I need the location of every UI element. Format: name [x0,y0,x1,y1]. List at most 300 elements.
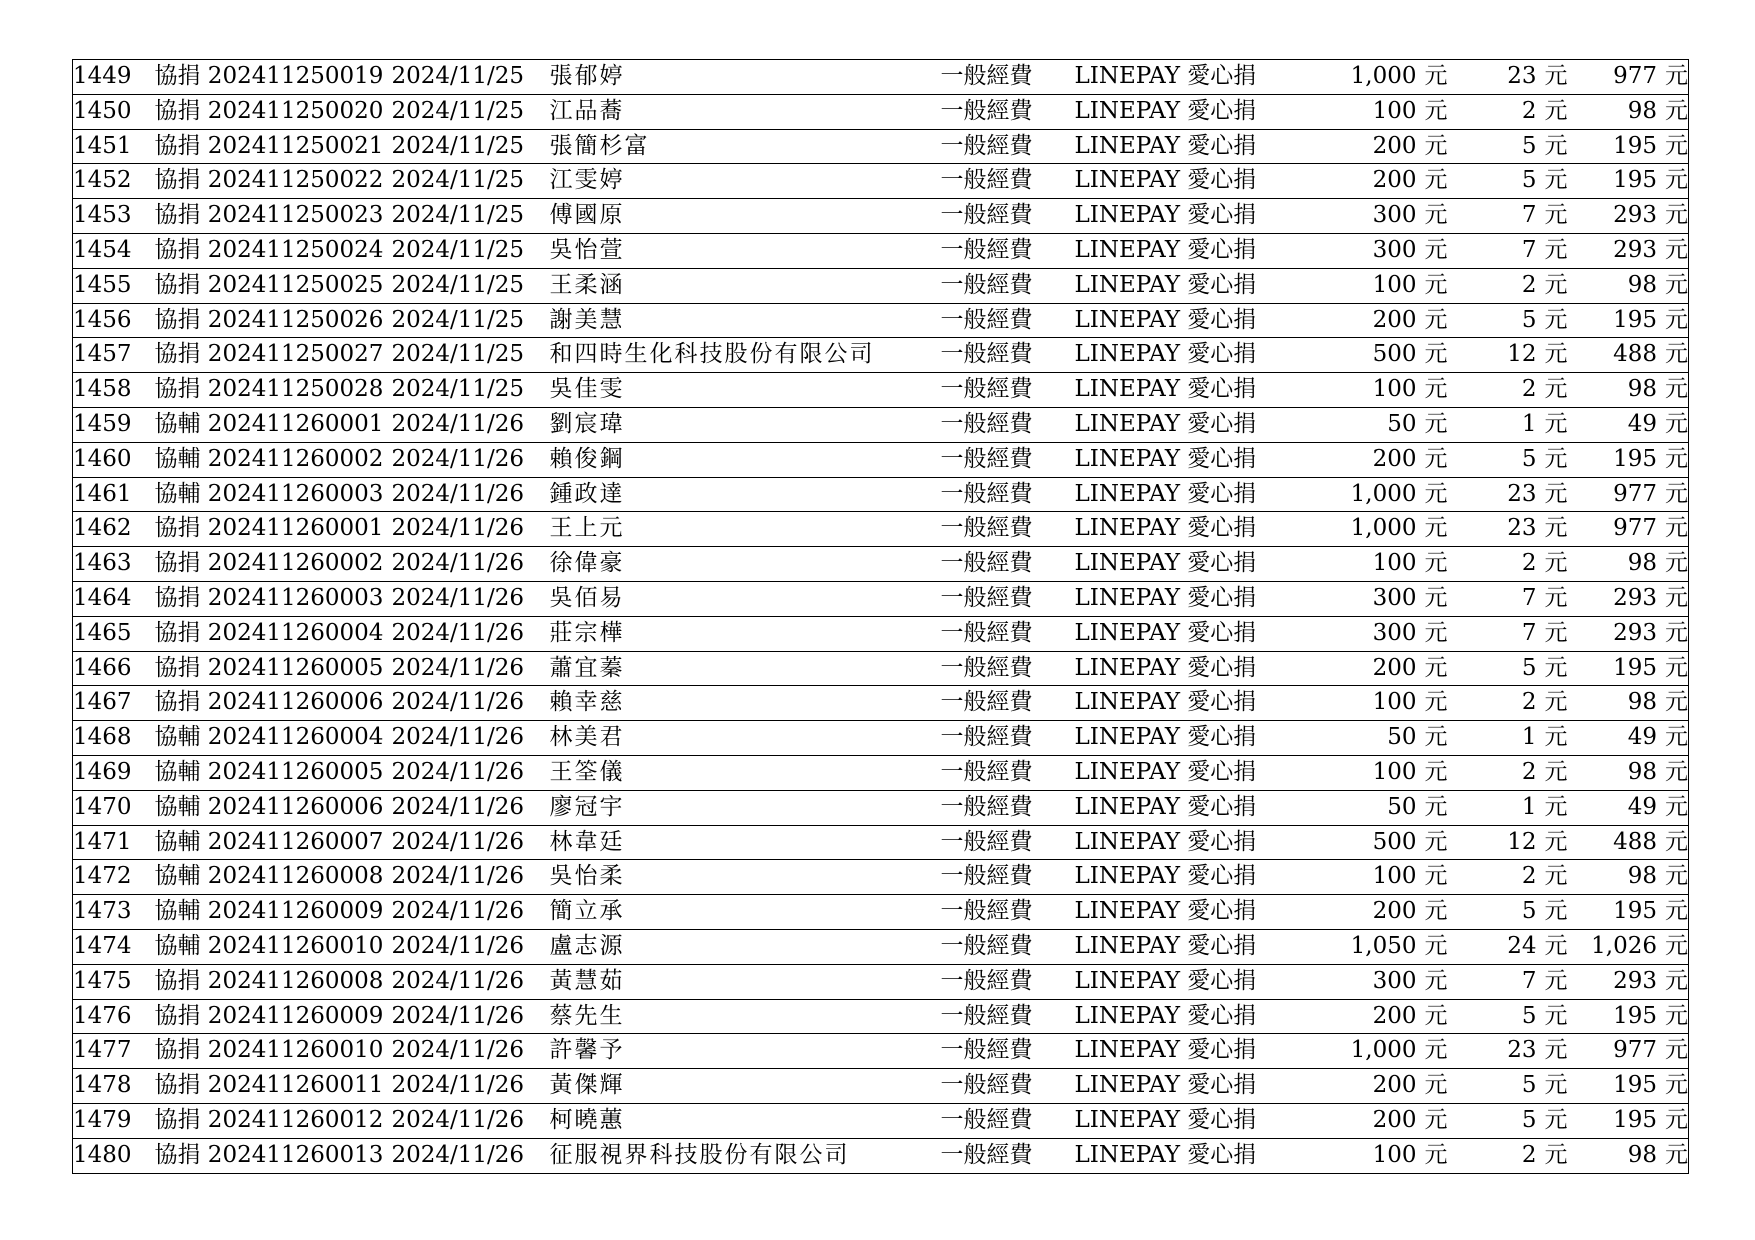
table-row [73,199,1689,234]
currency-unit: 元 [1544,1072,1568,1099]
serial-number-cell [73,581,155,616]
payment-channel-cell [1075,1103,1260,1138]
fee-value: 1 [1521,410,1537,437]
currency-unit: 元 [1544,828,1568,855]
category-cell [941,999,1075,1034]
payment-channel-value: LINEPAY 愛心捐 [1074,932,1257,959]
net-amount-cell [1568,686,1689,721]
receipt-id-cell [155,895,392,930]
currency-unit: 元 [1544,654,1568,681]
amount-value: 500 [1372,341,1417,368]
fee-value: 7 [1521,619,1537,646]
fee-value: 5 [1521,1106,1537,1133]
payment-channel-value: LINEPAY 愛心捐 [1074,584,1257,611]
net-amount-value: 98 [1627,376,1657,403]
category-value: 一般經費 [940,202,1033,229]
table-row [73,616,1689,651]
net-amount-cell [1568,825,1689,860]
net-amount-value: 293 [1613,584,1657,611]
donor-name-cell [550,964,941,999]
category-cell [941,721,1075,756]
serial-number-cell [73,721,155,756]
fee-cell [1448,1103,1568,1138]
currency-unit: 元 [1544,793,1568,820]
table-row [73,303,1689,338]
donor-name-value: 徐偉豪 [549,550,625,577]
currency-unit: 元 [1544,167,1568,194]
fee-value: 1 [1521,724,1537,751]
table-row [73,60,1689,95]
table-row [73,268,1689,303]
payment-channel-value: LINEPAY 愛心捐 [1074,1002,1257,1029]
donor-name-value: 傅國原 [549,202,625,229]
category-value: 一般經費 [940,410,1033,437]
payment-channel-cell [1075,964,1260,999]
receipt-id-value: 協輔 202411260004 [154,724,384,751]
fee-value: 23 [1507,63,1537,89]
payment-channel-cell [1075,477,1260,512]
date-cell [392,1069,550,1104]
currency-unit: 元 [1424,63,1448,89]
receipt-id-cell [155,616,392,651]
category-cell [941,512,1075,547]
payment-channel-value: LINEPAY 愛心捐 [1074,236,1257,263]
table-row [73,1103,1689,1138]
currency-unit: 元 [1424,793,1448,820]
date-cell [392,547,550,582]
date-value: 2024/11/25 [391,97,525,124]
table-row [73,512,1689,547]
fee-cell [1448,964,1568,999]
receipt-id-cell [155,790,392,825]
amount-value: 1,000 [1350,515,1417,542]
net-amount-value: 977 [1613,63,1657,89]
date-cell [392,616,550,651]
date-value: 2024/11/25 [391,63,525,89]
table-row [73,895,1689,930]
donor-name-value: 莊宗樺 [549,619,625,646]
amount-value: 200 [1372,898,1417,925]
amount-cell [1260,895,1448,930]
fee-cell [1448,442,1568,477]
date-cell [392,407,550,442]
payment-channel-value: LINEPAY 愛心捐 [1074,63,1257,89]
currency-unit: 元 [1424,445,1448,472]
donor-name-cell [550,790,941,825]
amount-value: 100 [1372,863,1417,890]
net-amount-value: 195 [1613,132,1657,159]
net-amount-cell [1568,616,1689,651]
donor-name-cell [550,547,941,582]
category-cell [941,825,1075,860]
amount-cell [1260,790,1448,825]
receipt-id-value: 協捐 202411250024 [154,236,384,263]
currency-unit: 元 [1544,724,1568,751]
fee-cell [1448,512,1568,547]
net-amount-value: 98 [1627,271,1657,298]
payment-channel-cell [1075,755,1260,790]
donor-name-cell [550,407,941,442]
donor-name-cell [550,895,941,930]
receipt-id-cell [155,1069,392,1104]
currency-unit: 元 [1544,306,1568,333]
category-cell [941,338,1075,373]
net-amount-cell [1568,233,1689,268]
receipt-id-cell [155,1103,392,1138]
fee-value: 5 [1521,898,1537,925]
payment-channel-value: LINEPAY 愛心捐 [1074,1037,1257,1064]
category-value: 一般經費 [940,932,1033,959]
receipt-id-cell [155,94,392,129]
category-cell [941,94,1075,129]
category-cell [941,199,1075,234]
receipt-id-value: 協捐 202411250020 [154,97,384,124]
fee-value: 5 [1521,1002,1537,1029]
payment-channel-value: LINEPAY 愛心捐 [1074,271,1257,298]
fee-cell [1448,895,1568,930]
category-cell [941,442,1075,477]
amount-cell [1260,964,1448,999]
payment-channel-cell [1075,1138,1260,1173]
amount-value: 300 [1372,619,1417,646]
currency-unit: 元 [1424,758,1448,785]
category-cell [941,373,1075,408]
payment-channel-value: LINEPAY 愛心捐 [1074,202,1257,229]
payment-channel-cell [1075,547,1260,582]
currency-unit: 元 [1665,376,1688,403]
donor-name-cell [550,825,941,860]
currency-unit: 元 [1424,1002,1448,1029]
payment-channel-value: LINEPAY 愛心捐 [1074,724,1257,751]
currency-unit: 元 [1665,967,1688,994]
amount-value: 200 [1372,1072,1417,1099]
fee-cell [1448,94,1568,129]
donor-name-cell [550,1069,941,1104]
net-amount-value: 195 [1613,654,1657,681]
currency-unit: 元 [1665,1141,1688,1168]
fee-value: 5 [1521,132,1537,159]
donation-ledger-table [72,59,1689,1174]
category-value: 一般經費 [940,1072,1033,1099]
payment-channel-cell [1075,825,1260,860]
serial-number-value: 1467 [73,689,132,716]
currency-unit: 元 [1544,863,1568,890]
amount-cell [1260,233,1448,268]
fee-cell [1448,407,1568,442]
date-value: 2024/11/26 [391,654,525,681]
serial-number-cell [73,477,155,512]
date-cell [392,338,550,373]
date-value: 2024/11/26 [391,550,525,577]
net-amount-value: 195 [1613,445,1657,472]
category-value: 一般經費 [940,445,1033,472]
amount-value: 200 [1372,654,1417,681]
net-amount-value: 195 [1613,306,1657,333]
receipt-id-cell [155,686,392,721]
payment-channel-cell [1075,338,1260,373]
receipt-id-cell [155,477,392,512]
fee-value: 5 [1521,306,1537,333]
payment-channel-value: LINEPAY 愛心捐 [1074,793,1257,820]
date-cell [392,999,550,1034]
net-amount-value: 977 [1613,480,1657,507]
category-cell [941,303,1075,338]
date-value: 2024/11/26 [391,793,525,820]
payment-channel-value: LINEPAY 愛心捐 [1074,341,1257,368]
fee-value: 5 [1521,1072,1537,1099]
table-row [73,581,1689,616]
amount-cell [1260,129,1448,164]
net-amount-cell [1568,129,1689,164]
currency-unit: 元 [1424,515,1448,542]
category-value: 一般經費 [940,1037,1033,1064]
amount-cell [1260,999,1448,1034]
amount-value: 100 [1372,1141,1417,1168]
category-cell [941,790,1075,825]
date-value: 2024/11/26 [391,863,525,890]
serial-number-cell [73,338,155,373]
currency-unit: 元 [1665,341,1688,368]
receipt-id-value: 協輔 202411260002 [154,445,384,472]
fee-cell [1448,164,1568,199]
date-value: 2024/11/26 [391,480,525,507]
receipt-id-cell [155,860,392,895]
fee-cell [1448,1138,1568,1173]
donor-name-value: 林韋廷 [549,828,625,855]
amount-value: 1,000 [1350,63,1417,89]
date-cell [392,1103,550,1138]
net-amount-cell [1568,477,1689,512]
currency-unit: 元 [1544,376,1568,403]
currency-unit: 元 [1424,341,1448,368]
fee-cell [1448,616,1568,651]
serial-number-value: 1457 [73,341,132,368]
serial-number-cell [73,616,155,651]
amount-value: 100 [1372,271,1417,298]
serial-number-value: 1479 [73,1106,132,1133]
category-value: 一般經費 [940,271,1033,298]
serial-number-cell [73,60,155,95]
net-amount-cell [1568,651,1689,686]
date-value: 2024/11/26 [391,828,525,855]
fee-value: 7 [1521,202,1537,229]
payment-channel-cell [1075,373,1260,408]
date-cell [392,721,550,756]
currency-unit: 元 [1544,1037,1568,1064]
currency-unit: 元 [1424,167,1448,194]
amount-value: 200 [1372,132,1417,159]
payment-channel-value: LINEPAY 愛心捐 [1074,376,1257,403]
receipt-id-cell [155,60,392,95]
category-cell [941,651,1075,686]
donor-name-cell [550,860,941,895]
fee-cell [1448,129,1568,164]
table-row [73,755,1689,790]
amount-cell [1260,199,1448,234]
serial-number-value: 1459 [73,410,132,437]
currency-unit: 元 [1665,515,1688,542]
category-cell [941,1138,1075,1173]
receipt-id-value: 協輔 202411260010 [154,932,384,959]
currency-unit: 元 [1544,758,1568,785]
date-value: 2024/11/25 [391,306,525,333]
currency-unit: 元 [1424,236,1448,263]
donor-name-value: 江品蕎 [549,97,625,124]
receipt-id-value: 協輔 202411260007 [154,828,384,855]
donor-name-value: 吳怡萱 [549,236,625,263]
date-value: 2024/11/26 [391,758,525,785]
payment-channel-cell [1075,929,1260,964]
currency-unit: 元 [1424,1037,1448,1064]
payment-channel-value: LINEPAY 愛心捐 [1074,132,1257,159]
category-value: 一般經費 [940,967,1033,994]
payment-channel-cell [1075,721,1260,756]
currency-unit: 元 [1665,410,1688,437]
donor-name-cell [550,442,941,477]
table-row [73,233,1689,268]
donor-name-value: 吳佳雯 [549,376,625,403]
currency-unit: 元 [1544,97,1568,124]
serial-number-value: 1453 [73,202,132,229]
amount-cell [1260,686,1448,721]
net-amount-value: 1,026 [1591,932,1657,959]
fee-cell [1448,303,1568,338]
net-amount-cell [1568,790,1689,825]
amount-cell [1260,303,1448,338]
currency-unit: 元 [1665,97,1688,124]
amount-cell [1260,60,1448,95]
currency-unit: 元 [1665,898,1688,925]
payment-channel-cell [1075,60,1260,95]
amount-cell [1260,616,1448,651]
donor-name-cell [550,129,941,164]
serial-number-value: 1472 [73,863,132,890]
serial-number-value: 1476 [73,1002,132,1029]
payment-channel-value: LINEPAY 愛心捐 [1074,828,1257,855]
category-cell [941,268,1075,303]
amount-cell [1260,1034,1448,1069]
currency-unit: 元 [1665,863,1688,890]
fee-cell [1448,999,1568,1034]
receipt-id-value: 協捐 202411260010 [154,1037,384,1064]
net-amount-value: 195 [1613,1072,1657,1099]
date-cell [392,60,550,95]
amount-value: 50 [1387,793,1417,820]
donor-name-value: 盧志源 [549,932,625,959]
payment-channel-cell [1075,651,1260,686]
category-cell [941,581,1075,616]
currency-unit: 元 [1544,341,1568,368]
category-value: 一般經費 [940,167,1033,194]
donor-name-value: 王上元 [549,515,625,542]
payment-channel-cell [1075,129,1260,164]
amount-value: 200 [1372,306,1417,333]
currency-unit: 元 [1665,1072,1688,1099]
currency-unit: 元 [1665,1106,1688,1133]
category-value: 一般經費 [940,654,1033,681]
date-cell [392,442,550,477]
serial-number-cell [73,303,155,338]
amount-value: 300 [1372,202,1417,229]
date-value: 2024/11/26 [391,619,525,646]
net-amount-value: 98 [1627,1141,1657,1168]
amount-cell [1260,338,1448,373]
donor-name-value: 賴幸慈 [549,689,625,716]
serial-number-cell [73,1034,155,1069]
donor-name-value: 許馨予 [549,1037,625,1064]
donor-name-cell [550,686,941,721]
fee-cell [1448,825,1568,860]
net-amount-value: 977 [1613,515,1657,542]
amount-value: 300 [1372,236,1417,263]
fee-value: 2 [1521,271,1537,298]
donor-name-cell [550,999,941,1034]
date-value: 2024/11/26 [391,689,525,716]
amount-value: 300 [1372,584,1417,611]
currency-unit: 元 [1665,584,1688,611]
serial-number-cell [73,964,155,999]
serial-number-cell [73,512,155,547]
receipt-id-value: 協捐 202411260008 [154,967,384,994]
date-cell [392,860,550,895]
serial-number-value: 1480 [73,1141,132,1168]
net-amount-value: 293 [1613,619,1657,646]
donor-name-value: 吳怡柔 [549,863,625,890]
donor-name-value: 黃慧茹 [549,967,625,994]
serial-number-value: 1478 [73,1072,132,1099]
table-row [73,129,1689,164]
date-value: 2024/11/25 [391,341,525,368]
fee-value: 5 [1521,654,1537,681]
currency-unit: 元 [1544,410,1568,437]
date-cell [392,199,550,234]
receipt-id-value: 協輔 202411260003 [154,480,384,507]
currency-unit: 元 [1424,550,1448,577]
table-row [73,164,1689,199]
payment-channel-cell [1075,616,1260,651]
date-value: 2024/11/26 [391,515,525,542]
net-amount-cell [1568,60,1689,95]
date-cell [392,129,550,164]
date-cell [392,825,550,860]
net-amount-cell [1568,1138,1689,1173]
donor-name-cell [550,1103,941,1138]
serial-number-value: 1475 [73,967,132,994]
currency-unit: 元 [1665,689,1688,716]
net-amount-value: 488 [1613,341,1657,368]
payment-channel-value: LINEPAY 愛心捐 [1074,167,1257,194]
date-value: 2024/11/25 [391,376,525,403]
currency-unit: 元 [1544,967,1568,994]
category-cell [941,929,1075,964]
table-row [73,1069,1689,1104]
serial-number-value: 1455 [73,271,132,298]
currency-unit: 元 [1665,932,1688,959]
donor-name-value: 謝美慧 [549,306,625,333]
date-value: 2024/11/25 [391,167,525,194]
fee-value: 23 [1507,515,1537,542]
date-cell [392,303,550,338]
category-value: 一般經費 [940,584,1033,611]
amount-value: 100 [1372,689,1417,716]
receipt-id-value: 協捐 202411260009 [154,1002,384,1029]
payment-channel-cell [1075,686,1260,721]
date-value: 2024/11/26 [391,724,525,751]
donor-name-value: 柯曉蕙 [549,1106,625,1133]
net-amount-value: 98 [1627,689,1657,716]
fee-value: 2 [1521,689,1537,716]
fee-cell [1448,547,1568,582]
